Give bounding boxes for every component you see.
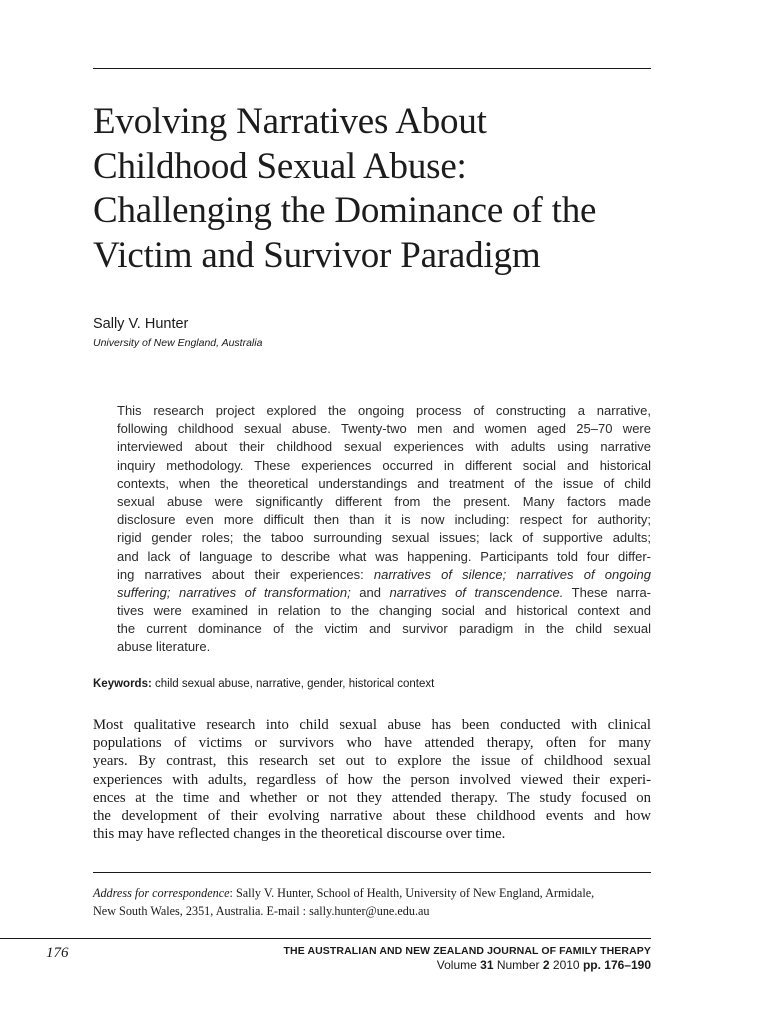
keywords bbox=[93, 678, 434, 690]
abstract-line: and lack of language to describe what was happening. Participants told four differ- bbox=[117, 548, 651, 564]
body-line: years. By contrast, this research set out to explore the issue of childhood sexual bbox=[93, 753, 651, 770]
abstract-line: ing narratives about their experiences: narratives of silence; narratives of ongoing bbox=[117, 566, 652, 582]
journal-citation: Volume 31 Number 2 2010 pp. 176–190 bbox=[436, 958, 651, 972]
abstract-line: contexts, when the theoretical understandings and treatment of the issue of child bbox=[117, 475, 651, 491]
footnote-rule bbox=[93, 872, 651, 873]
title-line: Evolving Narratives About bbox=[93, 101, 487, 142]
journal-footer bbox=[284, 945, 651, 972]
title-line: Challenging the Dominance of the bbox=[93, 190, 597, 231]
keywords-text: child sexual abuse, narrative, gender, historical context bbox=[151, 678, 435, 690]
title-line: Childhood Sexual Abuse: bbox=[93, 145, 467, 187]
abstract-line: rigid gender roles; the taboo surrounding sexual issues; lack of supportive adults; bbox=[117, 530, 651, 546]
body-line: the development of their evolving narrative about these childhood events and how bbox=[93, 807, 651, 824]
abstract-line: disclosure even more difficult then than it is now including: respect for authority; bbox=[117, 512, 651, 528]
author-name: Sally V. Hunter bbox=[93, 316, 189, 332]
abstract-line: inquiry methodology. These experiences occurred in different social and historical bbox=[117, 457, 651, 473]
article-title bbox=[93, 100, 693, 278]
author-affiliation: University of New England, Australia bbox=[93, 337, 263, 349]
footer-rule bbox=[0, 938, 651, 939]
abstract-line: suffering; narratives of transformation; and narratives of transcendence. These narra- bbox=[117, 584, 651, 600]
abstract bbox=[117, 402, 651, 657]
abstract-line: sexual abuse were significantly different from the present. Many factors made bbox=[117, 493, 651, 509]
keywords-label: Keywords: bbox=[93, 678, 152, 690]
journal-name: THE AUSTRALIAN AND NEW ZEALAND JOURNAL OF FAMILY THERAPY bbox=[283, 945, 651, 957]
abstract-line: interviewed about their childhood sexual experiences with adults using narrative bbox=[117, 439, 651, 455]
title-line: Victim and Survivor Paradigm bbox=[93, 234, 541, 276]
abstract-line: following childhood sexual abuse. Twenty-two men and women aged 25–70 were bbox=[117, 421, 651, 437]
correspondence-label: Address for correspondence bbox=[93, 886, 230, 900]
body-line: this may have reflected changes in the theoretical discourse over time. bbox=[93, 826, 506, 843]
body-line: Most qualitative research into child sexual abuse has been conducted with clinical bbox=[93, 717, 651, 733]
body-line: experiences with adults, regardless of how the person involved viewed their experi- bbox=[93, 771, 651, 788]
correspondence-line: New South Wales, 2351, Australia. E-mail : sally.hunter@une.edu.au bbox=[93, 904, 430, 918]
body-line: populations of victims or survivors who have attended therapy, often for many bbox=[93, 735, 651, 752]
top-rule bbox=[93, 68, 651, 69]
page-number: 176 bbox=[46, 945, 69, 961]
abstract-line: the current dominance of the victim and survivor paradigm in the child sexual bbox=[117, 621, 651, 637]
body-line: ences at the time and whether or not they attended therapy. The study focused on bbox=[93, 789, 651, 806]
correspondence-line: Address for correspondence: Sally V. Hunter, School of Health, University of New England, Armidale, bbox=[93, 886, 595, 900]
abstract-line: This research project explored the ongoing process of constructing a narrative, bbox=[117, 403, 651, 418]
abstract-line: tives were examined in relation to the changing social and historical context and bbox=[117, 603, 651, 619]
correspondence-note bbox=[93, 884, 653, 920]
body-paragraph bbox=[93, 716, 651, 843]
abstract-line: abuse literature. bbox=[117, 639, 211, 655]
